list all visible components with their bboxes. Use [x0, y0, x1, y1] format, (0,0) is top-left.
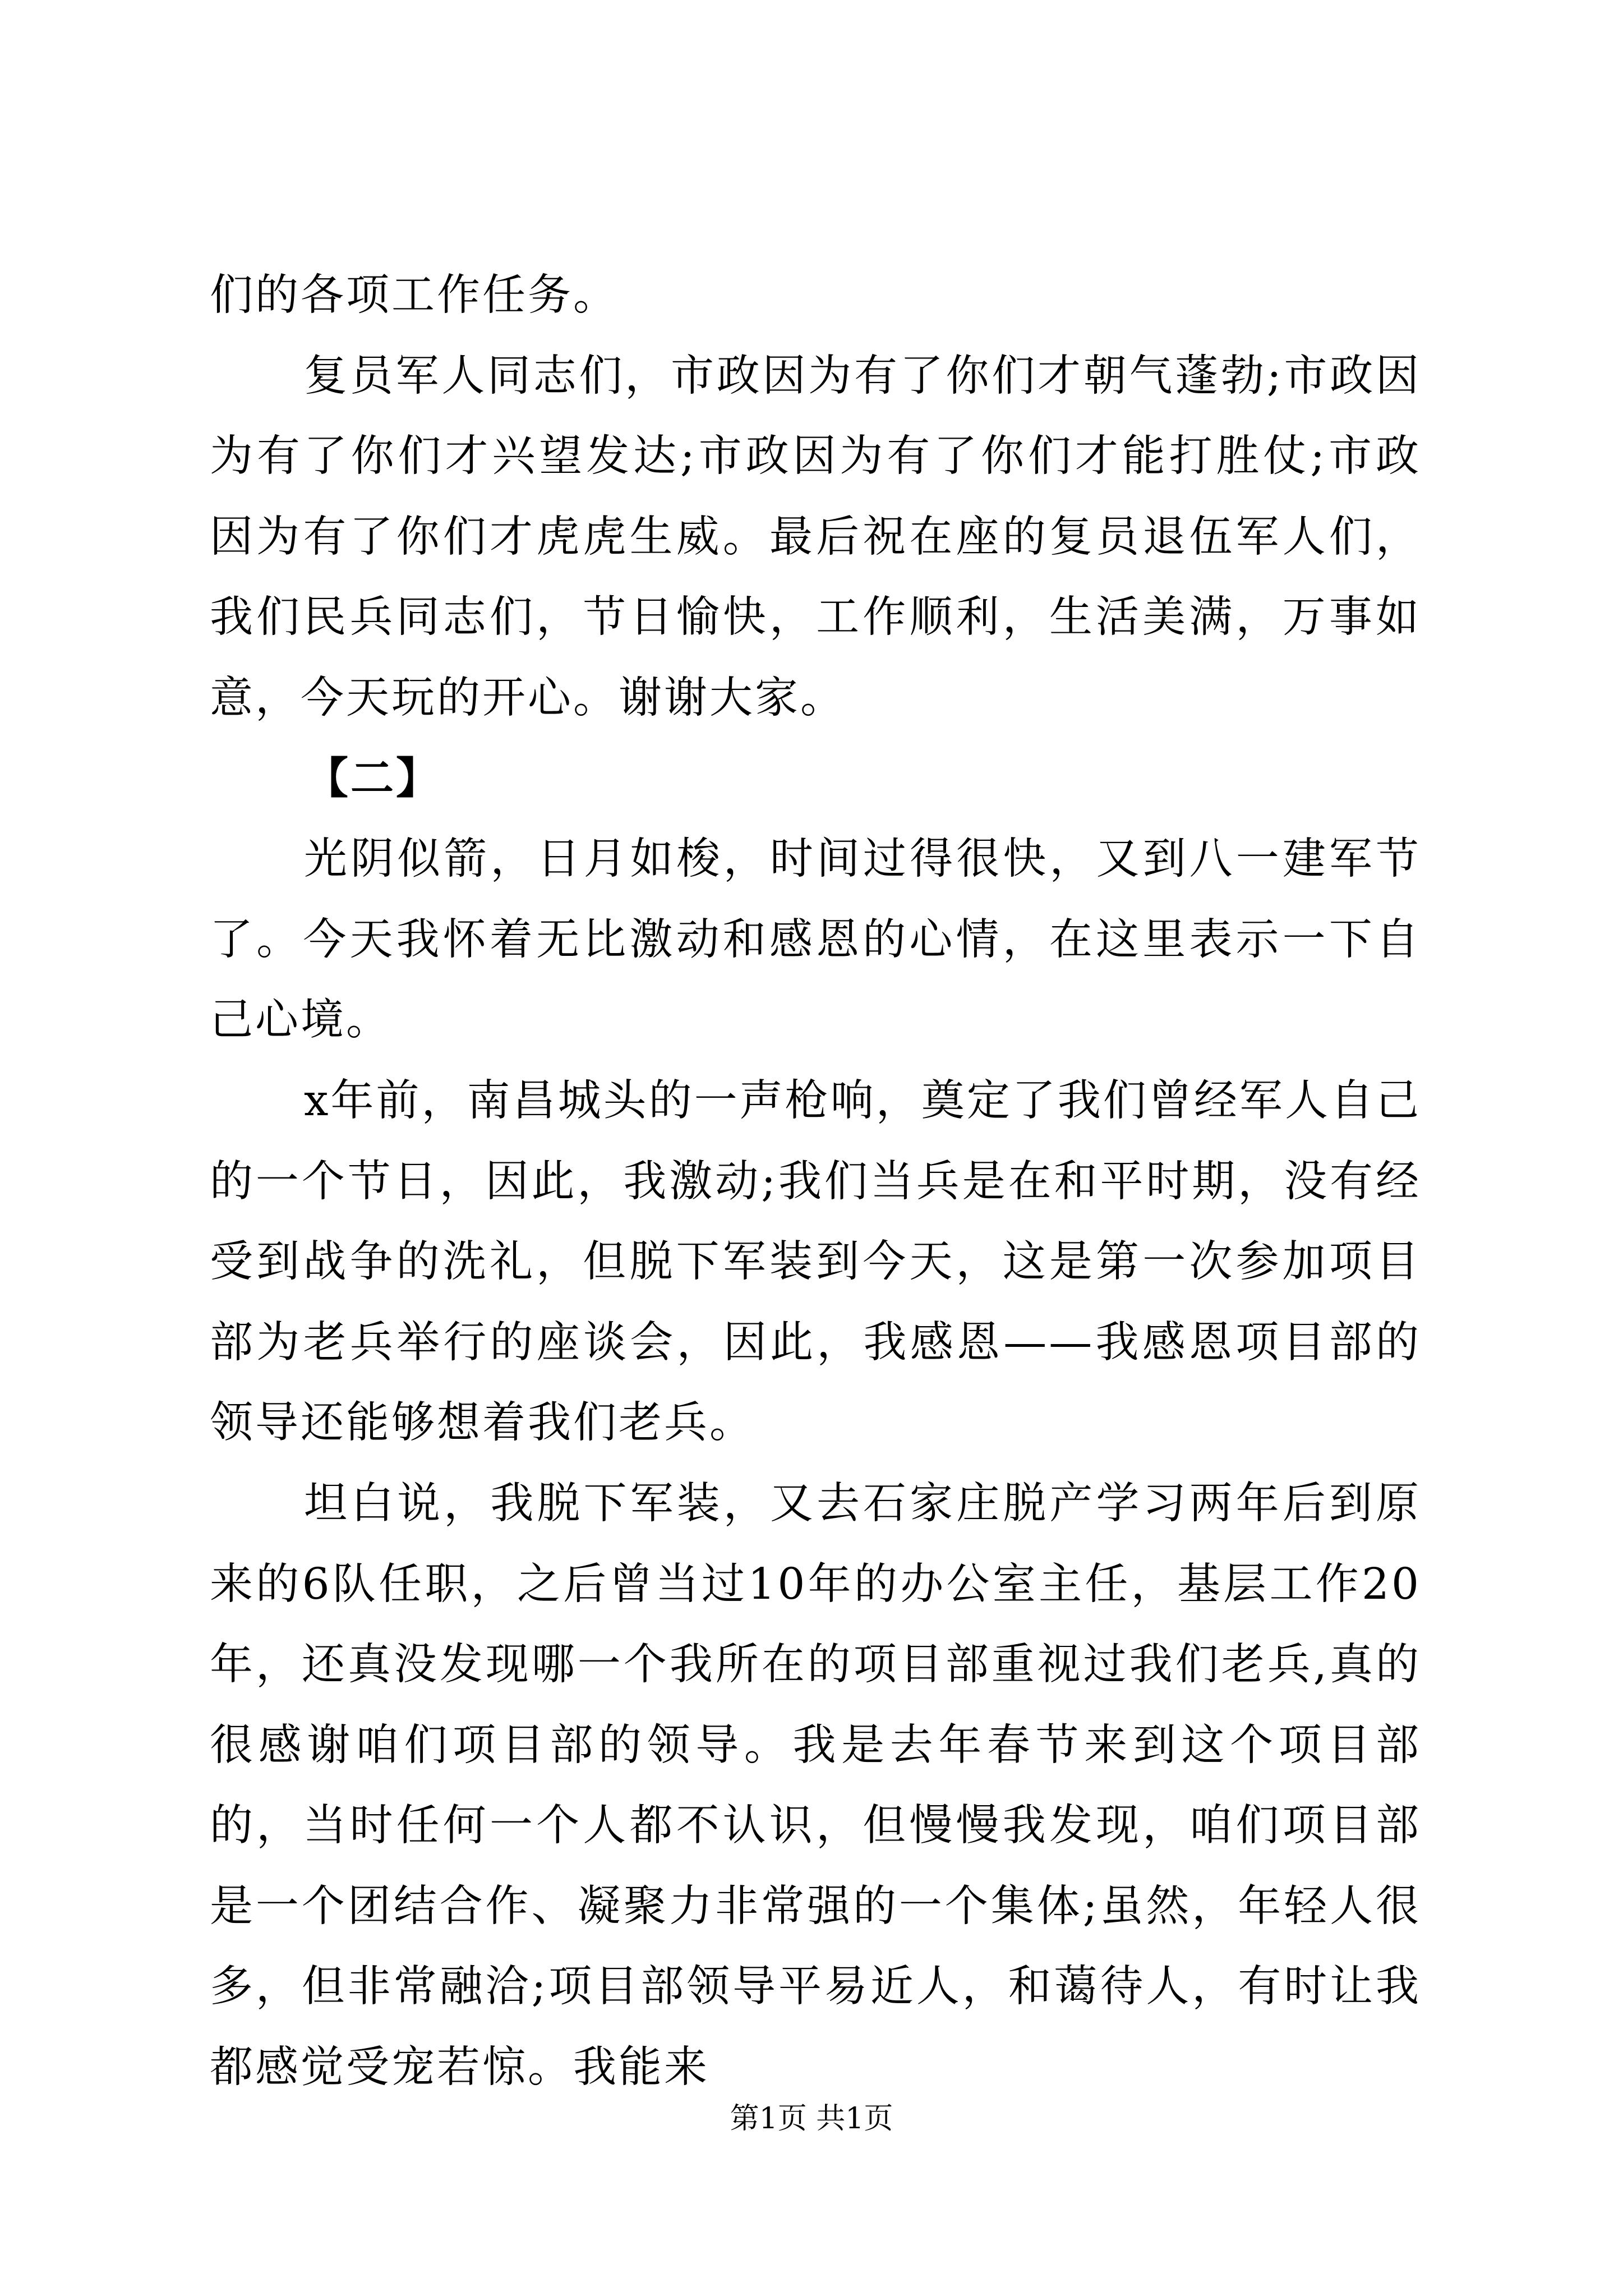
paragraph-experience: 坦白说，我脱下军装，又去石家庄脱产学习两年后到原来的6队任职，之后曾当过10年的办公室主任，基层工作20年，还真没发现哪一个我所在的项目部重视过我们老兵,真的很感谢咱们项目部的领导。我是去年春节来到这个项目部的，当时任何一个人都不认识，但慢慢我发现，咱们项目部是一个团结合作、凝聚力非常强的一个集体;虽然，年轻人很多，但非常融洽;项目部领导平易近人，和蔼待人，有时让我都感觉受宠若惊。我能来	[210, 1478, 1421, 2093]
paragraph-intro: 光阴似箭，日月如梭，时间过得很快，又到八一建军节了。今天我怀着无比激动和感恩的心情，在这里表示一下自己心境。	[210, 834, 1421, 1046]
paragraph-nanchang: x年前，南昌城头的一声枪响，奠定了我们曾经军人自己的一个节日，因此，我激动;我们当兵是在和平时期，没有经受到战争的洗礼，但脱下军装到今天，这是第一次参加项目部为老兵举行的座谈会，因此，我感恩——我感恩项目部的领导还能够想着我们老兵。	[210, 1075, 1421, 1448]
document-body	[210, 255, 1421, 2108]
section-heading: 【二】	[305, 753, 441, 804]
paragraph-continuation: 们的各项工作任务。	[210, 270, 619, 320]
paragraph-closing-wishes: 复员军人同志们，市政因为有了你们才朝气蓬勃;市政因为有了你们才兴望发达;市政因为有了你们才能打胜仗;市政因为有了你们才虎虎生威。最后祝在座的复员退伍军人们，我们民兵同志们，节日愉快，工作顺利，生活美满，万事如意，今天玩的开心。谢谢大家。	[210, 351, 1421, 723]
page-footer: 第1页 共1页	[730, 2102, 893, 2136]
